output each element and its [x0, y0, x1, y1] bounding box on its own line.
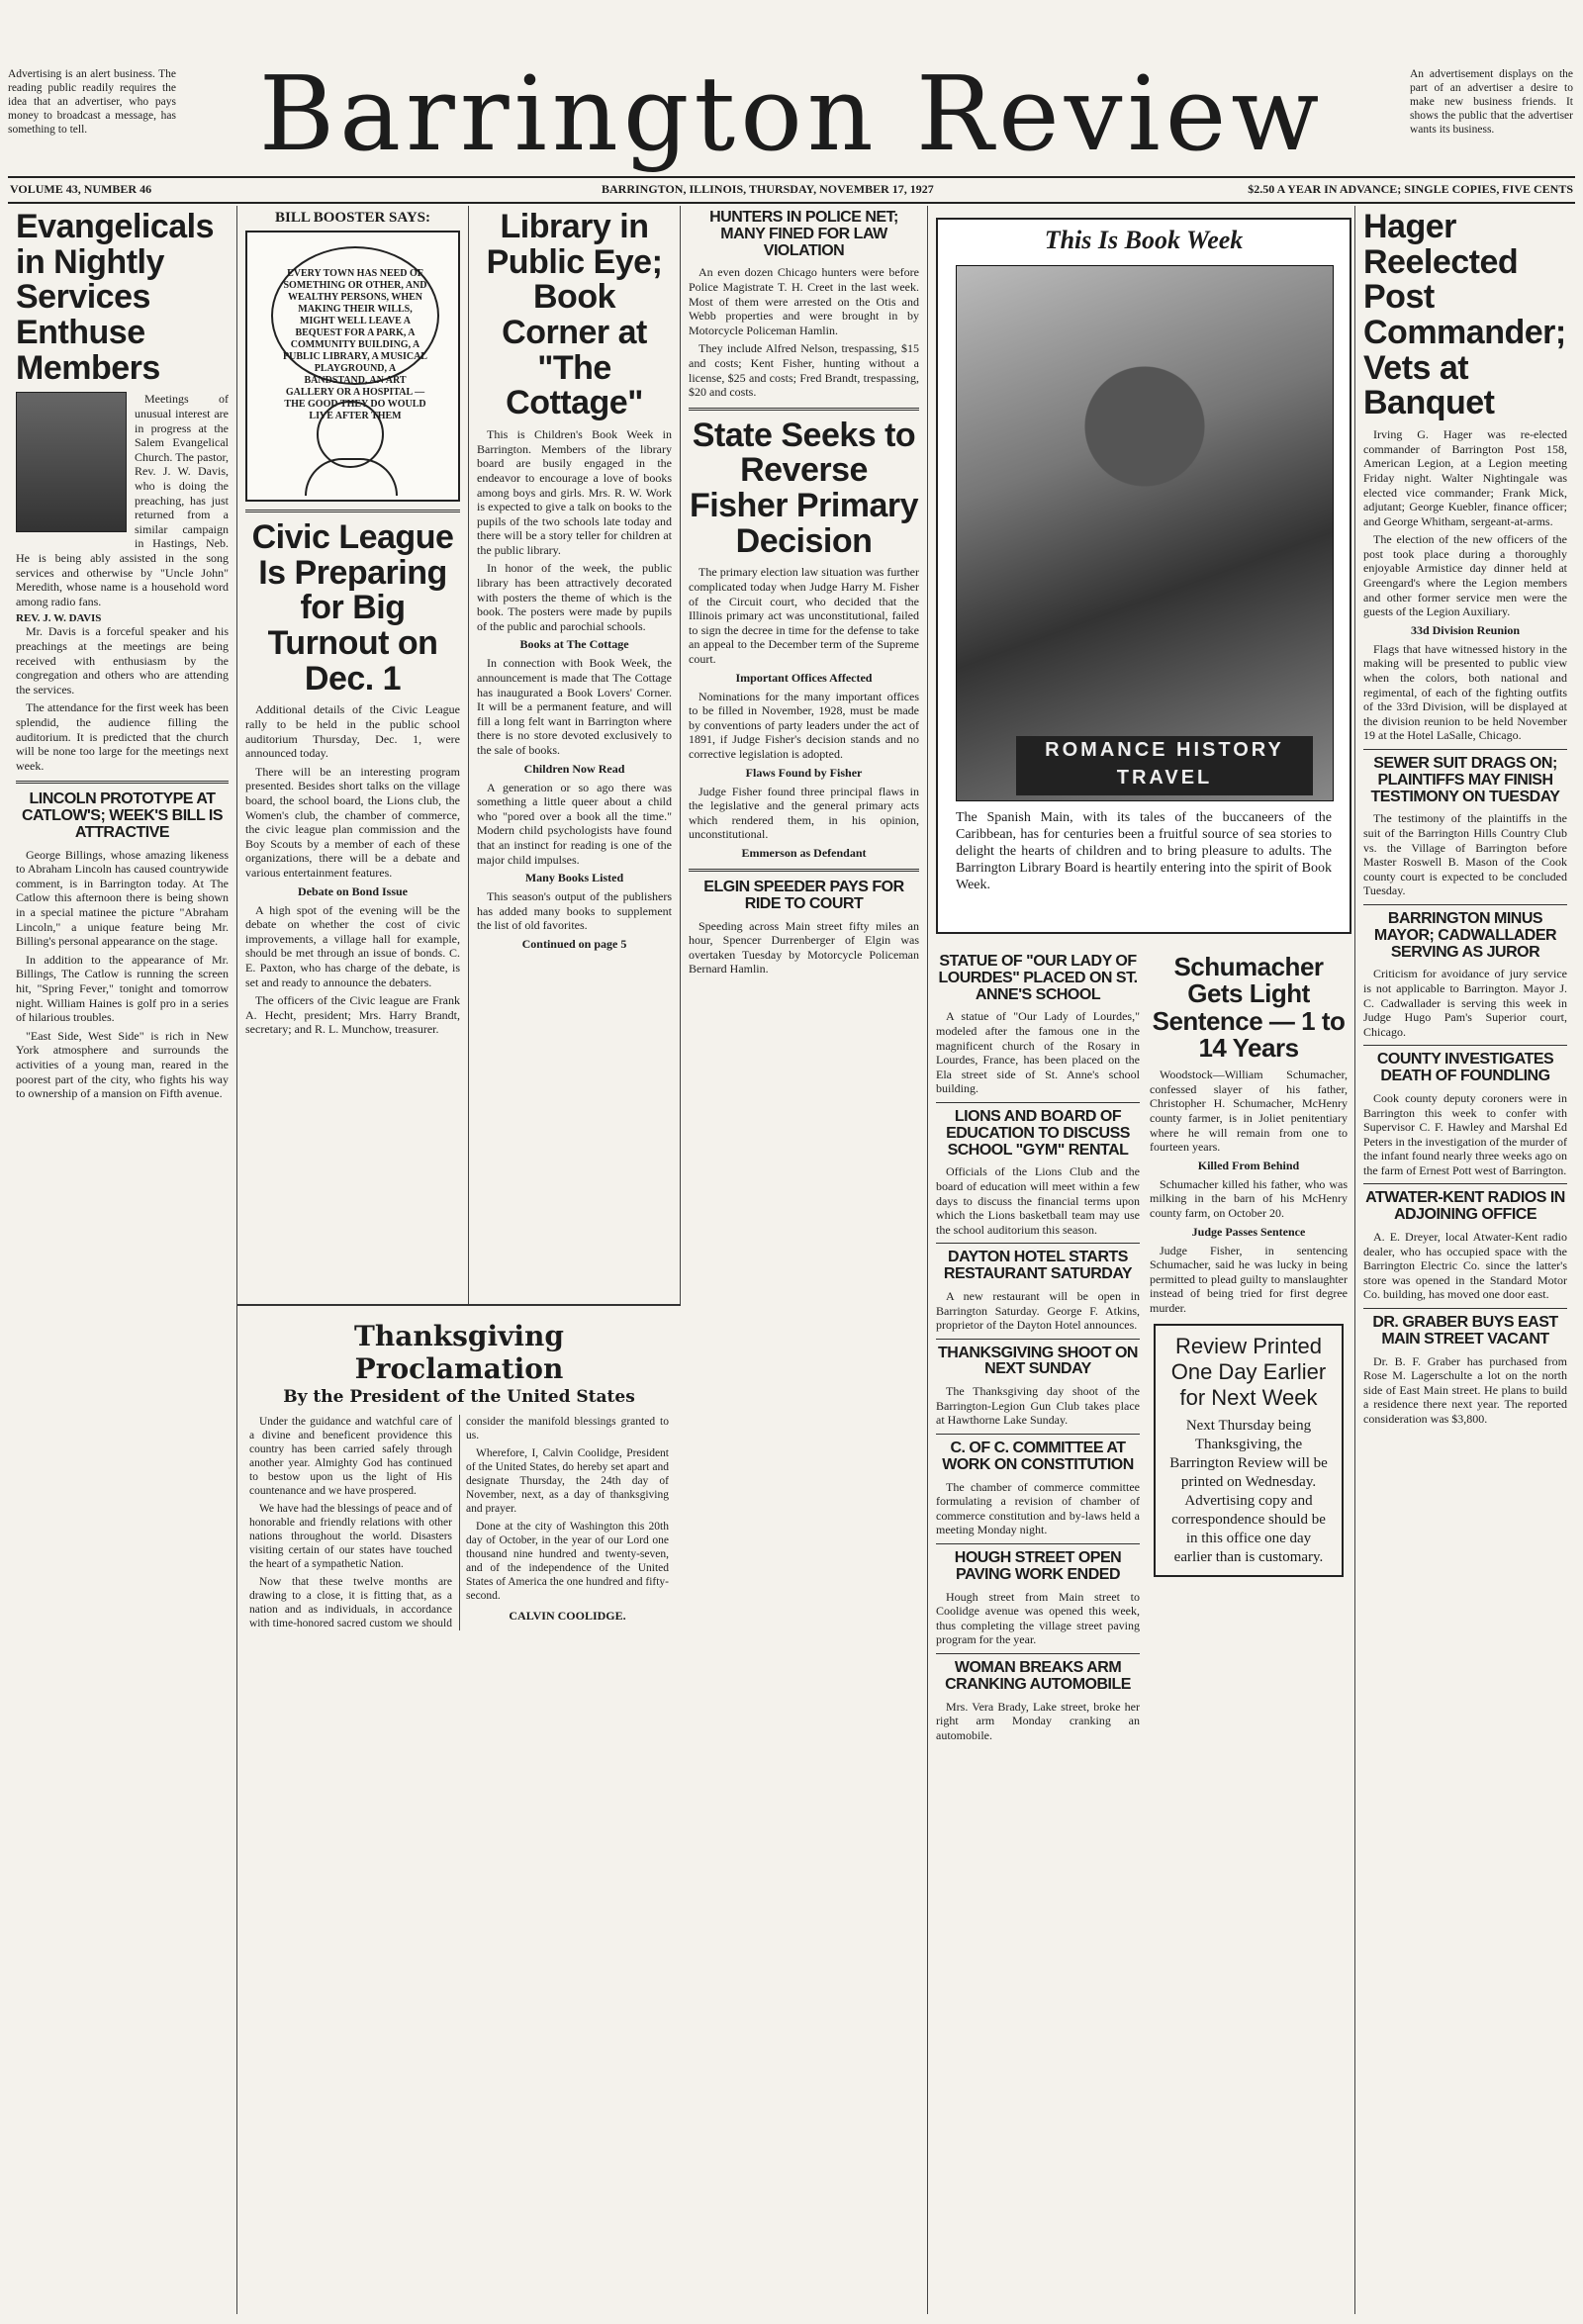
article-paragraph: An even dozen Chicago hunters were before Police Magistrate T. H. Creet in the last week. Most of them were arrested on the Otis and Webb properties and were brought in by Motorcycle Policeman Hamlin.: [689, 265, 919, 337]
article-paragraph: Additional details of the Civic League rally to be held in the public school auditorium Thursday, Dec. 1, were announced today.: [245, 702, 460, 761]
cartoon-body: [305, 458, 398, 496]
article-paragraph: Speeding across Main street fifty miles an hour, Spencer Durrenberger of Elgin was overtaken Tuesday by Motorcycle Policeman Bernard Hamlin.: [689, 918, 919, 976]
divider: [1363, 749, 1567, 750]
headline-foundling: COUNTY INVESTIGATES DEATH OF FOUNDLING: [1376, 1051, 1554, 1085]
proclamation-title: Thanksgiving Proclamation: [354, 1320, 564, 1385]
article-paragraph: There will be an interesting program presented. Besides short talks on the village board, the school board, the Lions club, the Women's club, the chamber of commerce, the civic league plan commission and the Boy Scouts by a member of each of these organizations, there will be a debate and various entertainment features.: [245, 764, 460, 880]
article-paragraph: Cook county deputy coroners were in Barrington this week to confer with Supervisor C. F. Hawley and Marshal Ed Peters in the investigation of the murder of the infant found nearly three weeks ago on the farm of Ernest Pott west of Barrington.: [1363, 1090, 1567, 1177]
headline-cofc: C. OF C. COMMITTEE AT WORK ON CONSTITUTION: [942, 1440, 1134, 1473]
proclamation-paragraph: We have had the blessings of peace and of honorable and friendly relations with other nations throughout the world. Disasters visiting certain of our states have touched the heart of a sympathetic Nation.: [249, 1503, 452, 1570]
headline-lions: LIONS AND BOARD OF EDUCATION TO DISCUSS SCHOOL "GYM" RENTAL: [946, 1107, 1130, 1159]
article-paragraph: This is Children's Book Week in Barrington. Members of the library board are busily engaged in the endeavor to encourage a love of books among boys and girls. Mrs. R. W. Work is expected to give a talk on books to the pupils of the two schools late today and there will be a story teller for children at the public library.: [477, 427, 672, 557]
divider: [936, 1653, 1140, 1654]
proclamation-paragraph: Under the guidance and watchful care of a divine and beneficent providence this country has been carried safely through another year. Almighty God has continued to bestow upon us the light of His countenance and we have prospered.: [249, 1416, 452, 1497]
subhead: Judge Passes Sentence: [1191, 1224, 1306, 1239]
headline-hough: HOUGH STREET OPEN PAVING WORK ENDED: [954, 1549, 1122, 1583]
headline-civic-league: Civic League Is Preparing for Big Turnout on Dec. 1: [251, 518, 454, 697]
proclamation-body: [249, 1415, 669, 1630]
column-6: [1355, 206, 1575, 2314]
column-1: [8, 206, 237, 2314]
proclamation-subtitle: By the President of the United States: [283, 1387, 635, 1407]
subhead: Flaws Found by Fisher: [745, 765, 863, 780]
proclamation-signature: CALVIN COOLIDGE.: [509, 1609, 626, 1623]
dateline-bar: [8, 176, 1575, 204]
headline-evangelicals: Evangelicals in Nightly Services Enthuse Members: [16, 208, 215, 387]
divider: [936, 1543, 1140, 1544]
article-paragraph: Mr. Davis is a forceful speaker and his preachings at the meetings are being received with enthusiasm by the congregation and others who are attending the services.: [16, 624, 229, 697]
pirate-illustration: [956, 265, 1334, 801]
left-ear: Advertising is an alert business. The reading public readily requires the idea that an advertiser, who pays money to broadcast a message, has something to tell.: [8, 68, 176, 136]
proclamation-paragraph: Wherefore, I, Calvin Coolidge, President of the United States, do hereby set apart and designate Thursday, the 24th day of November, next, as a day of thanksgiving and prayer.: [466, 1447, 669, 1515]
headline-elgin-speeder: ELGIN SPEEDER PAYS FOR RIDE TO COURT: [703, 878, 904, 912]
headline-lincoln: LINCOLN PROTOTYPE AT CATLOW'S; WEEK'S BILL IS ATTRACTIVE: [21, 790, 223, 841]
subhead: 33d Division Reunion: [1410, 622, 1521, 637]
article-paragraph: Officials of the Lions Club and the board of education will meet within a few days to discuss the financial terms upon which the Lions basketball team may use the school auditorium this season.: [936, 1164, 1140, 1237]
illustration-banner: ROMANCE HISTORY TRAVEL: [1016, 736, 1313, 795]
headline-state-seeks: State Seeks to Reverse Fisher Primary Decision: [689, 416, 919, 560]
divider: [689, 408, 919, 411]
book-week-text: The Spanish Main, with its tales of the buccaneers of the Caribbean, has for centuries been a fruitful source of sea stories to delight the hearts of children and to bring pleasure to adults. The Barrington Library Board is heartily entering into the spirit of Book Week.: [956, 810, 1332, 892]
headline-woman: WOMAN BREAKS ARM CRANKING AUTOMOBILE: [945, 1659, 1131, 1693]
right-ear: An advertisement displays on the part of an advertiser a desire to make new business friends. It shows the public that the advertiser wants its business.: [1410, 68, 1573, 136]
headline-sewer: SEWER SUIT DRAGS ON; PLAINTIFFS MAY FINISH TESTIMONY ON TUESDAY: [1370, 755, 1560, 805]
article-paragraph: Criticism for avoidance of jury service is not applicable to Barrington. Mayor J. C. Cadwallader is serving this week in Judge Hugo Pam's Superior court, Chicago.: [1363, 967, 1567, 1039]
proclamation-paragraph: Done at the city of Washington this 20th day of October, in the year of our Lord one thousand nine hundred and twenty-seven, and of the independence of the United States of America the one hundred and fifty-second.: [466, 1521, 669, 1602]
article-paragraph: The Thanksgiving day shoot of the Barrington-Legion Gun Club takes place at Hawthorne Lake Sunday.: [936, 1384, 1140, 1428]
subhead: Important Offices Affected: [735, 670, 873, 685]
review-notice-box: [1154, 1324, 1344, 1577]
column-5-left: [936, 950, 1140, 1746]
column-5: [928, 206, 1355, 2314]
article-paragraph: The primary election law situation was further complicated today when Judge Harry M. Fisher of the Circuit court, who decided that the Illinois primary act was unconstitutional, failed to sign the decree in time for the defense to take an appeal to the December term of the Supreme court.: [689, 565, 919, 667]
article-paragraph: In connection with Book Week, the announcement is made that The Cottage has inaugurated a Book Lovers' Corner. It will be a permanent feature, and will fill a long felt want in Barrington where there is no store devoted exclusively to the sale of books.: [477, 656, 672, 757]
article-paragraph: A high spot of the evening will be the debate on whether the cost of civic improvements, a village hall for example, should be met through an issue of bonds. C. E. Paxton, who has charge of the debate, is set and ready to announce the debaters.: [245, 902, 460, 989]
article-paragraph: Meetings of unusual interest are in progress at the Salem Evangelical Church. The pastor, Rev. J. W. Davis, who is doing the preaching, has just returned from a similar campaign in Hastings, Neb. He is being ably assisted in the song services and otherwise by "Uncle John" Meredith, whose name is a household word among radio fans.: [16, 392, 229, 608]
headline-hunters: HUNTERS IN POLICE NET; MANY FINED FOR LAW VIOLATION: [709, 209, 898, 259]
headline-hager: Hager Reelected Post Commander; Vets at Banquet: [1363, 208, 1566, 422]
article-paragraph: Woodstock—William Schumacher, confessed slayer of his father, Christopher H. Schumacher, McHenry county farmer, is in Joliet penitentiary where he will remain from one to fourteen years.: [1150, 1068, 1348, 1155]
article-paragraph: Irving G. Hager was re-elected commander of Barrington Post 158, American Legion, at a Legion meeting Friday night. Walter Nightingale was elected vice commander; Frank Mick, adjutant; George Kuebler, finance officer; and George Whitham, sergeant-at-arms.: [1363, 427, 1567, 528]
subhead: Books at The Cottage: [519, 637, 629, 652]
article-paragraph: They include Alfred Nelson, trespassing, $15 and costs; Kent Fisher, hunting without a license, $25 and costs; Fred Brandt, trespassing, $20 and costs.: [689, 341, 919, 400]
booster-title: BILL BOOSTER SAYS:: [274, 210, 431, 226]
headline-mayor: BARRINGTON MINUS MAYOR; CADWALLADER SERVING AS JUROR: [1373, 909, 1557, 961]
headline-library: Library in Public Eye; Book Corner at "The Cottage": [486, 208, 663, 422]
divider: [936, 1243, 1140, 1244]
article-paragraph: The testimony of the plaintiffs in the suit of the Barrington Hills Country Club vs. the Village of Barrington before Master Roswell B. Mason of the Cook county court is expected to be concluded Tuesday.: [1363, 811, 1567, 898]
article-paragraph: Nominations for the many important offices to be filled in November, 1928, must be made by conventions of party leaders under the act of 1891, if Judge Fisher's decision stands and no corrective legislation is adopted.: [689, 689, 919, 762]
divider: [245, 510, 460, 512]
article-paragraph: A generation or so ago there was something a little queer about a child who "pored over a book all the time." Modern child psychologists have found that an instinct for reading is one of the major child impulses.: [477, 780, 672, 867]
article-paragraph: In addition to the appearance of Mr. Billings, The Catlow is running the screen hit, "Spring Fever," tonight and tomorrow night. William Haines is golf pro in a series of hilarious troubles.: [16, 952, 229, 1025]
divider: [936, 1339, 1140, 1340]
article-paragraph: "East Side, West Side" is rich in New York atmosphere and surrounds the activities of a young man, reared in the poorest part of the city, who fights his way to ownership of a mansion on Fifth avenue.: [16, 1028, 229, 1101]
article-paragraph: This season's output of the publishers has added many books to supplement the list of old favorites.: [477, 889, 672, 933]
bill-booster-cartoon: [245, 231, 460, 502]
headline-schumacher: Schumacher Gets Light Sentence — 1 to 14 Years: [1152, 952, 1346, 1063]
divider: [689, 869, 919, 872]
headline-shoot: THANKSGIVING SHOOT ON NEXT SUNDAY: [938, 1344, 1138, 1378]
article-paragraph: A new restaurant will be open in Barrington Saturday. George F. Atkins, proprietor of the Dayton Hotel announces.: [936, 1288, 1140, 1333]
book-week-title: This Is Book Week: [1044, 226, 1244, 254]
article-paragraph: A statue of "Our Lady of Lourdes," modeled after the famous one in the magnificent church of the Rosary in Lourdes, France, has been placed on the Ela street side of St. Anne's school building.: [936, 1009, 1140, 1096]
subhead: Many Books Listed: [524, 871, 624, 885]
divider: [16, 781, 229, 784]
column-5-right: [1150, 950, 1348, 1585]
divider: [1363, 1183, 1567, 1184]
divider: [1363, 1045, 1567, 1046]
divider: [936, 1102, 1140, 1103]
article-paragraph: In honor of the week, the public library has been attractively decorated with posters the theme of which is the book. The posters were made by pupils of the public and parochial schools.: [477, 561, 672, 633]
subhead: Killed From Behind: [1197, 1158, 1300, 1172]
column-4: [681, 206, 928, 2314]
proclamation-paragraph: Now that these twelve months are drawing to a close, it is fitting that, as a nation and as individuals, in accordance with time-honored sacred custom we should consider the manifold blessings granted to us.: [249, 1416, 669, 1629]
subhead: Debate on Bond Issue: [297, 883, 409, 898]
article-paragraph: Flags that have witnessed history in the making will be presented to public view when the colors, both national and regimental, of each of the fighting outfits of the 33rd Division, will be displayed at the division reunion to be held November 19 at the Hotel LaSalle, Chicago.: [1363, 641, 1567, 743]
photo-caption: REV. J. W. DAVIS: [16, 612, 102, 625]
subhead: Emmerson as Defendant: [741, 845, 867, 860]
article-paragraph: Hough street from Main street to Coolidge avenue was opened this week, thus completing the village street paving program for the year.: [936, 1589, 1140, 1647]
portrait-photo: [16, 392, 127, 532]
article-paragraph: Schumacher killed his father, who was milking in the barn of his McHenry county farm, on October 20.: [1150, 1176, 1348, 1220]
divider: [1363, 1308, 1567, 1309]
column-5-lower: [936, 950, 1347, 2314]
article-paragraph: The chamber of commerce committee formulating a revision of chamber of commerce constitution and by-laws held a meeting Monday night.: [936, 1479, 1140, 1537]
article-paragraph: A. E. Dreyer, local Atwater-Kent radio dealer, who has occupied space with the Barrington Electric Co. since the latter's store was opened in the Standard Motor Co. building, has moved one door east.: [1363, 1230, 1567, 1302]
notice-title: Review Printed One Day Earlier for Next Week: [1170, 1333, 1327, 1410]
newspaper-title: Barrington Review: [258, 53, 1325, 174]
continued-note: Continued on page 5: [521, 936, 627, 951]
speech-bubble: EVERY TOWN HAS NEED OF SOMETHING OR OTHER, AND WEALTHY PERSONS, WHEN MAKING THEIR WILLS, MIGHT WELL LEAVE A BEQUEST FOR A PARK, A COMMUNITY BUILDING, A PUBLIC LIBRARY, A MUSICAL PLAYGROUND, A BANDSTAND, AN ART GALLERY OR A HOSPITAL — THE GOOD THEY DO WOULD LIVE AFTER THEM: [271, 246, 439, 385]
article-paragraph: The election of the new officers of the post took place during a thoroughly enjoyable Armistice day dinner held at Greengard's where the Legion members and other former service men were the guests of the Legion Auxiliary.: [1363, 532, 1567, 619]
headline-dayton: DAYTON HOTEL STARTS RESTAURANT SATURDAY: [943, 1249, 1133, 1283]
divider: [1363, 904, 1567, 905]
dateline: BARRINGTON, ILLINOIS, THURSDAY, NOVEMBER 17, 1927: [602, 182, 934, 196]
subhead: Children Now Read: [523, 761, 625, 776]
article-paragraph: Dr. B. F. Graber has purchased from Rose M. Lagerschulte a lot on the north side of East Main street. He plans to build a residence there next year. The reported consideration was $3,800.: [1363, 1353, 1567, 1426]
article-paragraph: George Billings, whose amazing likeness to Abraham Lincoln has caused countrywide comment, is in Barrington today. At The Catlow this afternoon there is being shown in a special matinee the picture "Abraham Lincoln," a unique feature being Mr. Billing's personal appearance on the stage.: [16, 847, 229, 949]
notice-body: Next Thursday being Thanksgiving, the Barrington Review will be printed on Wednesday. Advertising copy and correspondence should be in this office one day earlier than is customary.: [1169, 1417, 1328, 1565]
volume-number: VOLUME 43, NUMBER 46: [10, 182, 152, 196]
headline-radios: ATWATER-KENT RADIOS IN ADJOINING OFFICE: [1365, 1189, 1565, 1224]
article-paragraph: The attendance for the first week has been splendid, the audience filling the auditorium. It is predicted that the church will be none too large for the meetings next week.: [16, 700, 229, 773]
article-paragraph: Judge Fisher found three principal flaws in the legislative and the general primary acts which rendered them, in his opinion, unconstitutional.: [689, 784, 919, 842]
price-line: $2.50 A YEAR IN ADVANCE; SINGLE COPIES, FIVE CENTS: [1248, 182, 1573, 196]
headline-statue: STATUE OF "OUR LADY OF LOURDES" PLACED ON ST. ANNE'S SCHOOL: [938, 953, 1138, 1003]
article-paragraph: The officers of the Civic league are Frank A. Hecht, president; Mrs. Harry Brandt, secretary; and R. L. Munchow, treasurer.: [245, 993, 460, 1037]
divider: [936, 1434, 1140, 1435]
book-week-box: [936, 218, 1351, 934]
article-paragraph: Mrs. Vera Brady, Lake street, broke her right arm Monday cranking an automobile.: [936, 1699, 1140, 1742]
headline-graber: DR. GRABER BUYS EAST MAIN STREET VACANT: [1372, 1314, 1558, 1348]
article-paragraph: Judge Fisher, in sentencing Schumacher, said he was lucky in being permitted to plead guilty to manslaughter instead of being tried for first degree murder.: [1150, 1243, 1348, 1315]
thanksgiving-proclamation: [237, 1304, 681, 2323]
